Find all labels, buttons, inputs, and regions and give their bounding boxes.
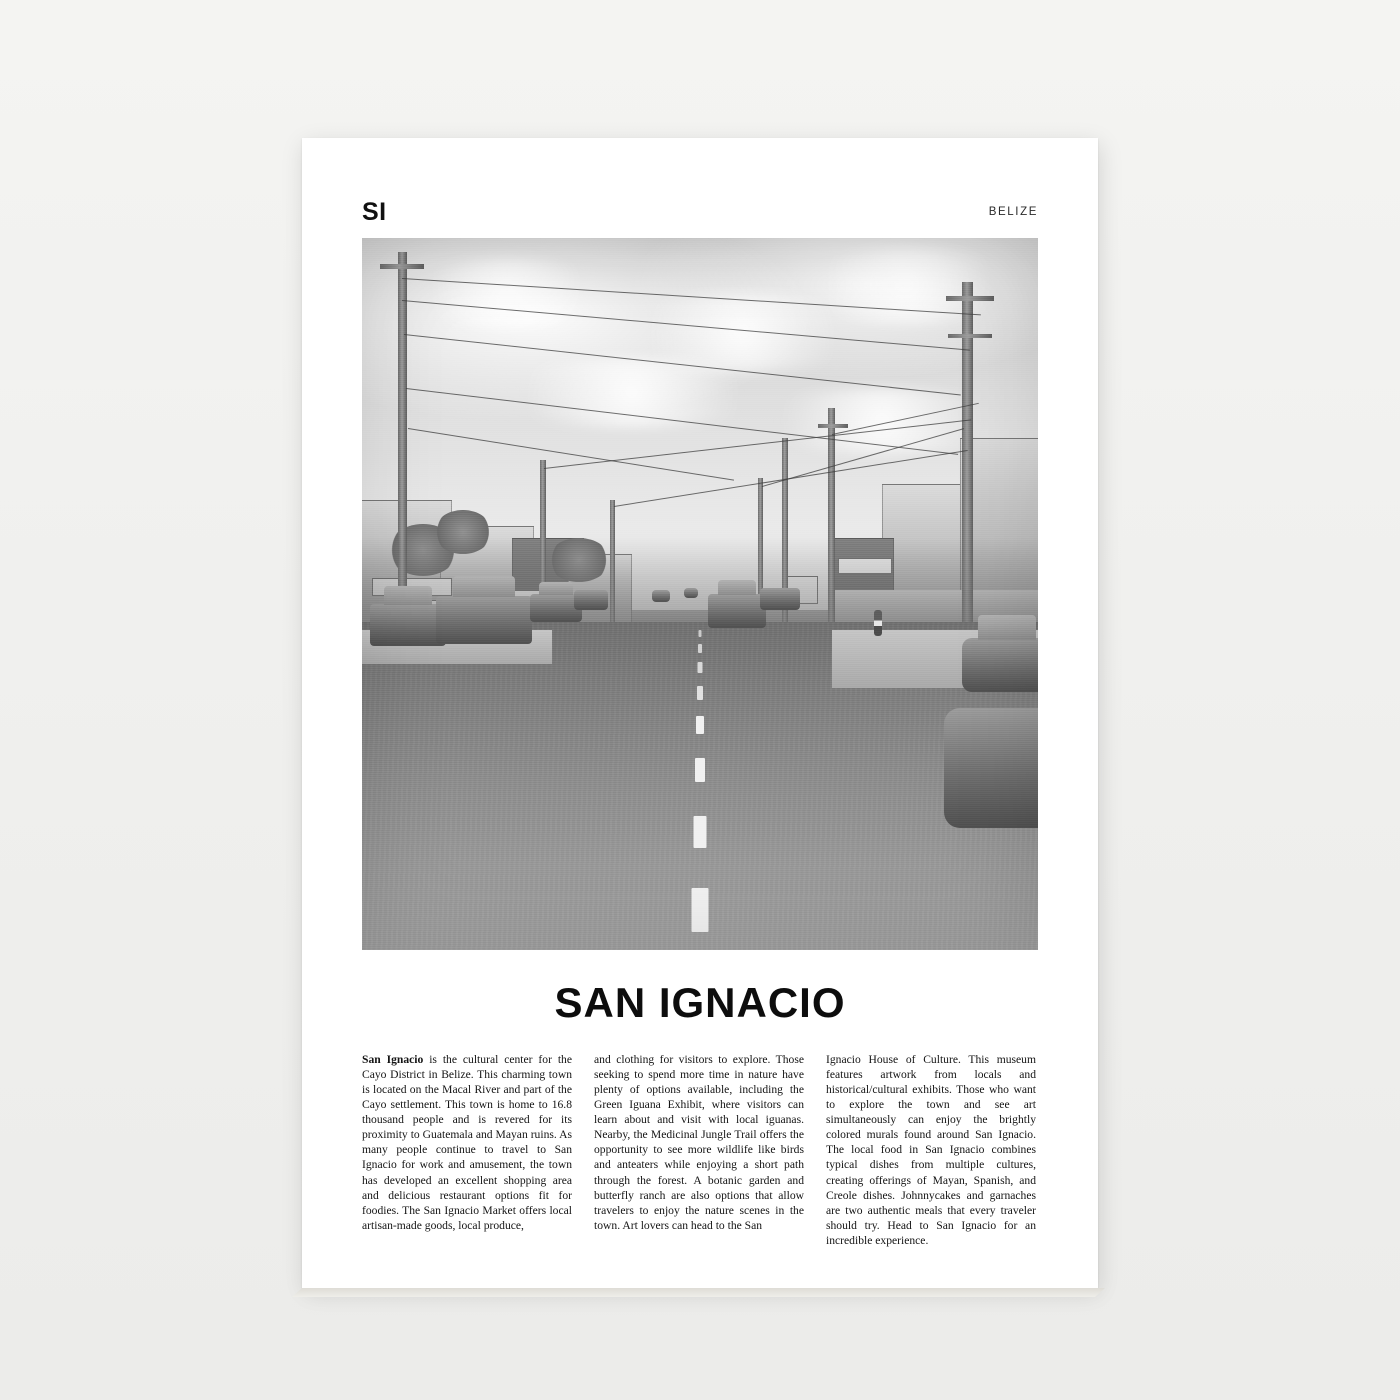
page-title: SAN IGNACIO <box>554 979 846 1026</box>
photo-vehicle-right-1 <box>708 594 766 628</box>
photo-vehicle-far-2 <box>684 588 698 598</box>
poster-country-label: BELIZE <box>988 206 1038 218</box>
body-column-2: and clothing for visitors to explore. Those seeking to spend more time in nature have plenty of options available, including the Green Iguana Exhibit, where visitors can learn about and visit with local iguanas. Nearby, the Medicinal Jungle Trail offers the opportunity to see more wildlife like birds and anteaters while enjoying a short path through the forest. A botanic garden and butterfly ranch are also options that allow travelers to enjoy the nature scenes in the town. Art lovers can head to the San <box>594 1053 804 1232</box>
poster-sheet <box>302 138 1098 1288</box>
poster-content <box>362 198 1038 1247</box>
photo-pedestrian <box>874 610 882 636</box>
poster-header <box>362 200 1038 230</box>
photo-vehicle-left-4 <box>574 590 608 610</box>
photo-vehicle-foreground <box>944 708 1038 828</box>
body-lead-bold: San Ignacio <box>362 1053 424 1066</box>
photo-vehicle-right-3 <box>962 638 1038 692</box>
san-ignacio-street-photo <box>362 238 1038 950</box>
poster-monogram: SI <box>362 198 387 226</box>
photo-vehicle-far-1 <box>652 590 670 602</box>
photo-vehicle-right-2 <box>760 588 800 610</box>
body-column-1-text: is the cultural center for the Cayo District in Belize. This charming town is located on the Macal River and part of the Cayo settlement. This town is home to 16.8 thousand people and is revered for its proximity to Guatemala and Mayan ruins. As many people continue to travel to San Ignacio for work and amusement, the town has developed an excellent shopping area and delicious restaurant options fit for foodies. The San Ignacio Market offers local artisan-made goods, local produce, <box>362 1053 572 1232</box>
body-column-1 <box>362 1052 572 1248</box>
body-column-3: Ignacio House of Culture. This museum features artwork from locals and historical/cultural exhibits. Those who want to explore the town and see art simultaneously can enjoy the brightly colored murals found around San Ignacio. The local food in San Ignacio combines typical dishes from multiple cultures, creating offerings of Mayan, Spanish, and Creole dishes. Johnnycakes and garnaches are two authentic meals that every traveler should try. Head to San Ignacio for an incredible experience. <box>826 1053 1036 1247</box>
poster-body-columns <box>362 1052 1038 1248</box>
photo-vehicle-left-2 <box>436 596 532 644</box>
photo-vehicle-left-1 <box>370 604 446 646</box>
